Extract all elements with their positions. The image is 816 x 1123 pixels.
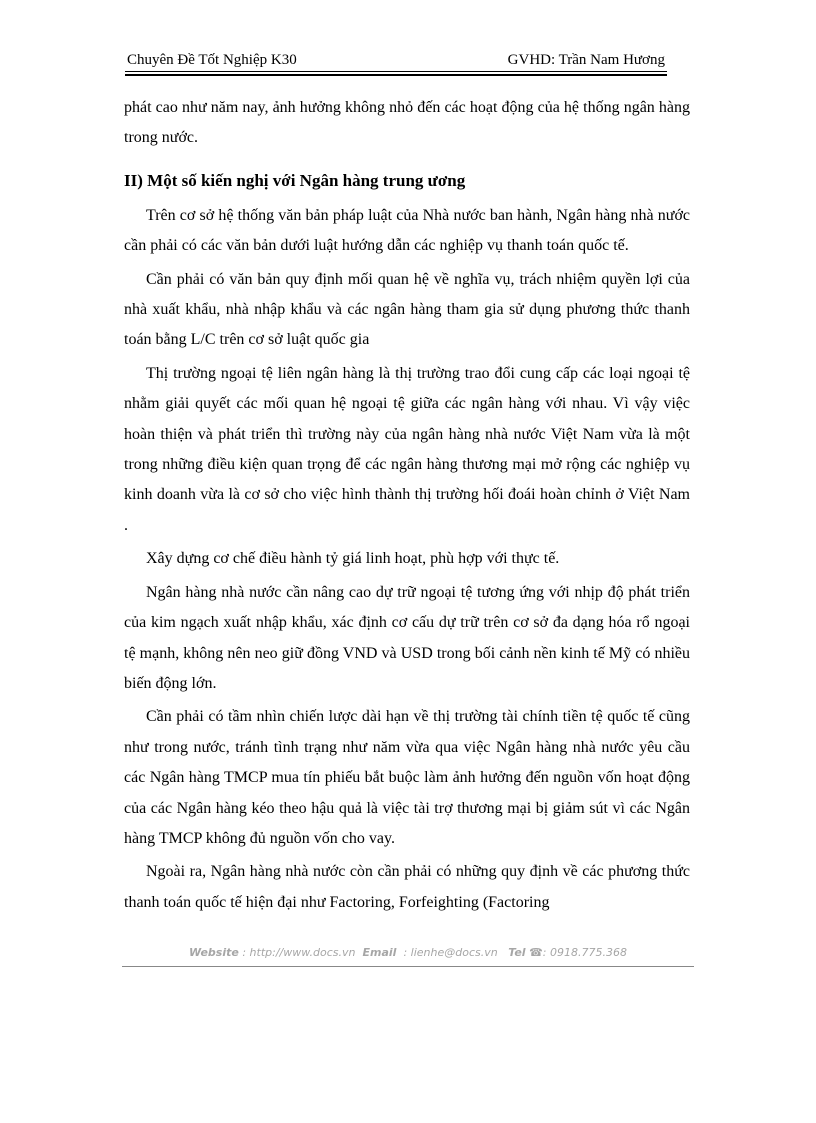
page-footer xyxy=(122,946,694,959)
footer-email-label: Email xyxy=(362,946,397,959)
page-header xyxy=(125,50,665,70)
footer-tel-label: Tel xyxy=(508,946,526,959)
paragraph: Xây dựng cơ chế điều hành tỷ giá linh hoạt, phù hợp với thực tế. xyxy=(146,550,560,568)
paragraph: Thị trường ngoại tệ liên ngân hàng là thị trường trao đổi cung cấp các loại ngoại tệ nhằm giải quyết các mối quan hệ ngoại tệ giữa các ngân hàng với nhau. Vì vậy việc hoàn thiện và phát triển thì trường này của ngân hàng nhà nước Việt Nam vừa là một trong những điều kiện quan trọng để các ngân hàng thương mại mở rộng các nghiệp vụ kinh doanh vừa là cơ sở cho việc hình thành thị trường hối đoái hoàn chỉnh ở Việt Nam . xyxy=(124,364,690,534)
footer-website-label: Website xyxy=(189,946,239,959)
phone-icon: ☎ xyxy=(529,946,543,959)
header-rule-thick xyxy=(125,74,667,76)
page-content xyxy=(124,93,690,918)
footer-tel-value: : 0918.775.368 xyxy=(542,946,627,959)
section-heading: II) Một số kiến nghị với Ngân hàng trung ương xyxy=(124,170,466,190)
paragraph: Cần phải có văn bản quy định mối quan hệ về nghĩa vụ, trách nhiệm quyền lợi của nhà xuất khẩu, nhà nhập khẩu và các ngân hàng tham gia sử dụng phương thức thanh toán bằng L/C trên cơ sở luật quốc gia xyxy=(124,270,690,349)
paragraph: Ngoài ra, Ngân hàng nhà nước còn cần phải có những quy định về các phương thức thanh toán quốc tế hiện đại như Factoring, Forfeighting (Factoring xyxy=(124,863,690,911)
footer-rule xyxy=(122,966,694,967)
header-document-title: Chuyên Đề Tốt Nghiệp K30 xyxy=(127,52,297,68)
header-advisor: GVHD: Trần Nam Hương xyxy=(507,52,665,68)
paragraph-continued: phát cao như năm nay, ảnh hưởng không nhỏ đến các hoạt động của hệ thống ngân hàng trong nước. xyxy=(124,99,690,147)
paragraph: Cần phải có tầm nhìn chiến lược dài hạn về thị trường tài chính tiền tệ quốc tế cũng như trong nước, tránh tình trạng như năm vừa qua việc Ngân hàng nhà nước yêu cầu các Ngân hàng TMCP mua tín phiếu bắt buộc làm ảnh hưởng đến nguồn vốn hoạt động của các Ngân hàng kéo theo hậu quả là việc tài trợ thương mại bị giảm sút vì các Ngân hàng TMCP không đủ nguồn vốn cho vay. xyxy=(124,708,690,847)
paragraph: Ngân hàng nhà nước cần nâng cao dự trữ ngoại tệ tương ứng với nhịp độ phát triển của kim ngạch xuất nhập khẩu, xác định cơ cấu dự trữ trên cơ sở đa dạng hóa rổ ngoại tệ mạnh, không nên neo giữ đồng VND và USD trong bối cảnh nền kinh tế Mỹ có nhiều biến động lớn. xyxy=(124,583,690,692)
footer-website-link[interactable]: : http://www.docs.vn xyxy=(242,946,356,959)
header-rule xyxy=(125,71,667,72)
paragraph: Trên cơ sở hệ thống văn bản pháp luật của Nhà nước ban hành, Ngân hàng nhà nước cần phải có các văn bản dưới luật hướng dẫn các nghiệp vụ thanh toán quốc tế. xyxy=(124,206,690,255)
footer-email-link[interactable]: : lienhe@docs.vn xyxy=(403,946,498,959)
